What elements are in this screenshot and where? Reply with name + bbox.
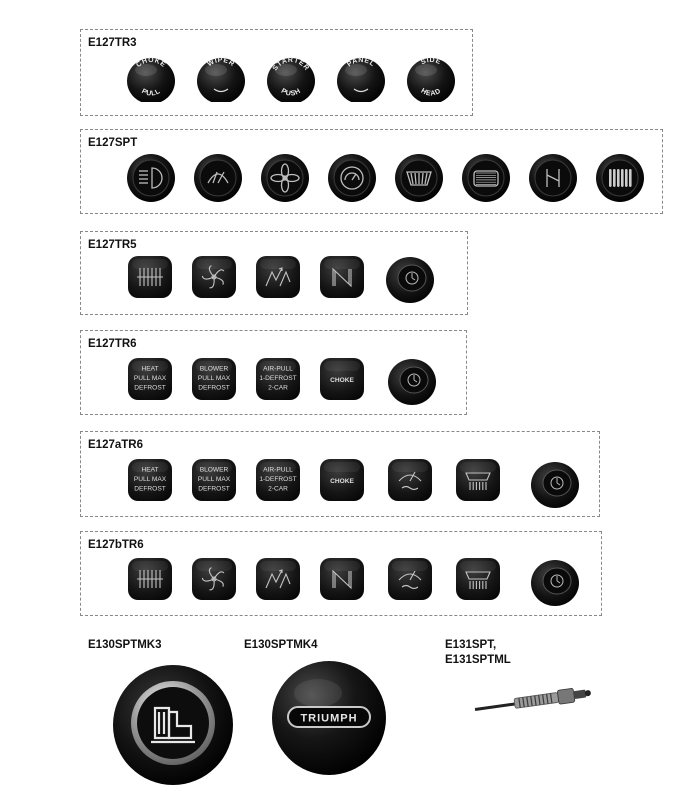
- knob-clock: [529, 458, 581, 508]
- group-label: E127aTR6: [88, 439, 143, 451]
- knob-clock: [529, 556, 581, 606]
- knob-text-line: BLOWER: [199, 466, 229, 474]
- knob-fan: [260, 153, 310, 203]
- knob-text-2: [254, 356, 302, 402]
- knob-text-top: STARTER: [271, 56, 311, 73]
- knob-wiper-washer: [386, 556, 434, 602]
- side-head-knob: [404, 52, 458, 102]
- knob-text-line: 2-CAR: [268, 485, 288, 493]
- knob-text-line: HEAT: [141, 365, 159, 373]
- knob-rear-screen: [454, 556, 502, 602]
- knob-text-line: CHOKE: [330, 478, 354, 485]
- knob-headlamp: [126, 153, 176, 203]
- group-label: E127TR5: [88, 239, 137, 251]
- choke-knob: [124, 52, 178, 102]
- knob-fan: [190, 556, 238, 602]
- knob-text-line: CHOKE: [330, 377, 354, 384]
- group-label: E127SPT: [88, 137, 138, 149]
- knob-rear-screen: [461, 153, 511, 203]
- knob-text-line: PULL MAX: [133, 375, 167, 382]
- knob-text-line: DEFROST: [134, 485, 166, 493]
- knob-fan: [190, 254, 238, 300]
- horn-button-label-mk3: E130SPTMK3: [88, 639, 162, 651]
- knob-heater: [126, 556, 174, 602]
- horn-button-mk4: [270, 659, 388, 777]
- knob-text-top: WIPER: [206, 56, 236, 69]
- part-e131spt: [470, 680, 595, 716]
- knob-windscreen: [394, 153, 444, 203]
- knob-airflow: [254, 254, 302, 300]
- panel-knob: [334, 52, 388, 102]
- knob-text-line: DEFROST: [198, 384, 230, 392]
- wiper-knob: [194, 52, 248, 102]
- knob-text-3: [318, 457, 366, 503]
- knob-text-1: [190, 356, 238, 402]
- horn-button-mk3: [111, 662, 235, 787]
- group-label: E127TR6: [88, 338, 137, 350]
- group-label: E127bTR6: [88, 539, 144, 551]
- group-label: E127TR3: [88, 37, 137, 49]
- knob-text-line: BLOWER: [199, 365, 229, 373]
- knob-text-line: HEAT: [141, 466, 159, 474]
- knob-text-2: [254, 457, 302, 503]
- knob-text-1: [190, 457, 238, 503]
- knob-wiper-washer: [386, 457, 434, 503]
- knob-text-line: DEFROST: [198, 485, 230, 493]
- knob-heater: [126, 254, 174, 300]
- part-label-line2: E131SPTML: [445, 654, 511, 666]
- knob-gauge: [327, 153, 377, 203]
- triumph-emblem-text: TRIUMPH: [300, 712, 358, 725]
- knob-clock: [384, 253, 436, 303]
- knob-wiper: [193, 153, 243, 203]
- knob-text-line: DEFROST: [134, 384, 166, 392]
- knob-text-line: AIR-PULL: [263, 466, 293, 474]
- knob-text-line: AIR-PULL: [263, 365, 293, 373]
- horn-button-label-mk4: E130SPTMK4: [244, 639, 318, 651]
- knob-text-line: PULL MAX: [197, 375, 231, 382]
- knob-text-bottom: PULL: [140, 87, 162, 98]
- starter-knob: [264, 52, 318, 102]
- knob-text-bottom: HEAD: [419, 87, 443, 98]
- knob-defrost: [318, 254, 366, 300]
- knob-text-line: PULL MAX: [197, 476, 231, 483]
- knob-text-line: 1-DEFROST: [259, 375, 297, 382]
- knob-text-0: [126, 457, 174, 503]
- knob-rear-screen: [454, 457, 502, 503]
- knob-text-top: CHOKE: [135, 56, 167, 69]
- part-label-line1: E131SPT,: [445, 639, 497, 651]
- knob-text-0: [126, 356, 174, 402]
- knob-text-line: 2-CAR: [268, 384, 288, 392]
- knob-text-line: 1-DEFROST: [259, 476, 297, 483]
- knob-defrost: [318, 556, 366, 602]
- knob-text-top: PANEL: [346, 56, 376, 69]
- knob-heater-grille: [595, 153, 645, 203]
- knob-text-bottom: PUSH: [279, 87, 303, 98]
- knob-text-top: SIDE: [420, 56, 442, 67]
- knob-text-line: PULL MAX: [133, 476, 167, 483]
- knob-airflow: [254, 556, 302, 602]
- knob-clock: [386, 355, 438, 405]
- knob-text-3: [318, 356, 366, 402]
- knob-tap: [528, 153, 578, 203]
